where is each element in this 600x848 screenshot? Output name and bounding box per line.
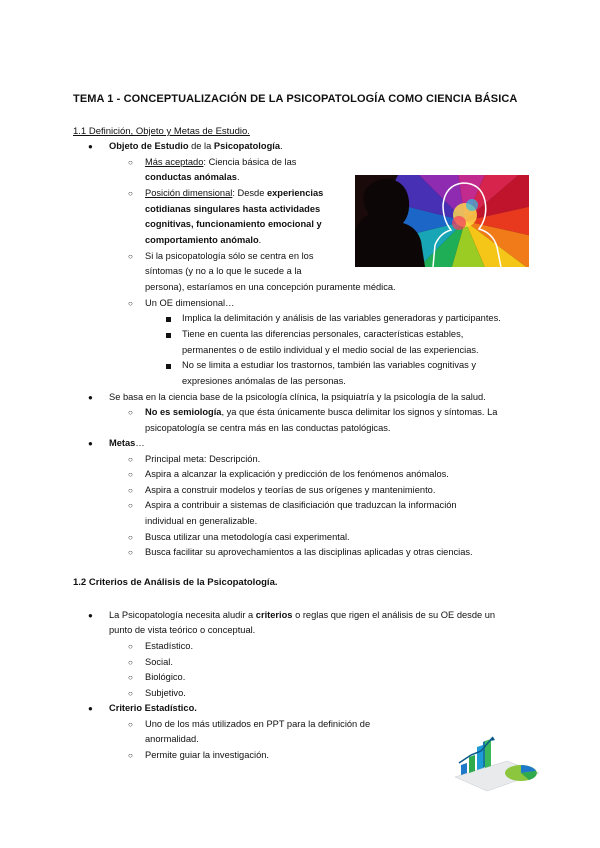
estadistico-item-1-line2: anormalidad. — [145, 734, 199, 744]
criterio-estadistico-label: Criterio Estadístico. — [109, 703, 197, 713]
bullet-dot: ● — [88, 611, 93, 620]
un-oe-item-2-line1: Tiene en cuenta las diferencias personales, características estables, — [182, 329, 464, 339]
un-oe-label: Un OE dimensional… — [145, 298, 235, 308]
bullet-circle: ○ — [128, 548, 133, 557]
bullet-circle: ○ — [128, 455, 133, 464]
posicion-line1: Posición dimensional: Desde experiencias — [145, 188, 324, 198]
objeto-estudio-item: Objeto de Estudio de la Psicopatología. — [109, 141, 283, 151]
criterio-item-4: Subjetivo. — [145, 688, 186, 698]
metas-item-4-line1: Aspira a contribuir a sistemas de clasificiación que traduzcan la información — [145, 500, 457, 510]
bullet-dot: ● — [88, 439, 93, 448]
criterio-item-3: Biológico. — [145, 672, 186, 682]
bullet-circle: ○ — [128, 299, 133, 308]
criterios-intro-line1: La Psicopatología necesita aludir a criterios o reglas que rigen el análisis de su OE desde un — [109, 610, 496, 620]
estadistico-item-1-line1: Uno de los más utilizados en PPT para la definición de — [145, 719, 371, 729]
colorful-head-image — [355, 175, 529, 267]
un-oe-item-3-line1: No se limita a estudiar los trastornos, también las variables cognitivas y — [182, 360, 477, 370]
metas-item-6: Busca facilitar su aprovechamientos a las disciplinas aplicadas y otras ciencias. — [145, 547, 473, 557]
criterio-item-2: Social. — [145, 657, 173, 667]
si-la-line3: persona), estaríamos en una concepción puramente médica. — [145, 282, 396, 292]
si-la-line1: Si la psicopatología sólo se centra en los — [145, 251, 314, 261]
head-silhouette-svg — [355, 175, 529, 267]
estadistico-item-2: Permite guiar la investigación. — [145, 750, 270, 760]
charts-clipart-svg — [447, 733, 543, 793]
bullet-circle: ○ — [128, 720, 133, 729]
bullet-dot: ● — [88, 393, 93, 402]
bullet-circle: ○ — [128, 501, 133, 510]
posicion-line2: cotidianas singulares hasta actividades — [145, 204, 321, 214]
page-title: TEMA 1 - CONCEPTUALIZACIÓN DE LA PSICOPATOLOGÍA COMO CIENCIA BÁSICA — [73, 93, 518, 105]
un-oe-item-2-line2: permanentes o de estilo individual y el medio social de las experiencias. — [182, 345, 479, 355]
charts-clipart-image — [447, 733, 543, 793]
bullet-circle: ○ — [128, 658, 133, 667]
bullet-circle: ○ — [128, 642, 133, 651]
bullet-circle: ○ — [128, 486, 133, 495]
metas-item-1: Principal meta: Descripción. — [145, 454, 261, 464]
bullet-square — [166, 364, 171, 369]
bullet-circle: ○ — [128, 158, 133, 167]
bullet-dot: ● — [88, 142, 93, 151]
criterios-intro-line2: punto de vista teórico o conceptual. — [109, 625, 256, 635]
si-la-line2: síntomas (y no a lo que le sucede a la — [145, 266, 302, 276]
mas-aceptado-line1: Más aceptado: Ciencia básica de las — [145, 157, 297, 167]
posicion-line3: cognitivas, funcionamiento emocional y — [145, 219, 322, 229]
bullet-circle: ○ — [128, 189, 133, 198]
metas-item-2: Aspira a alcanzar la explicación y predicción de los fenómenos anómalos. — [145, 469, 449, 479]
bullet-circle: ○ — [128, 751, 133, 760]
metas-item-3: Aspira a construir modelos y teorías de sus orígenes y mantenimiento. — [145, 485, 436, 495]
semiologia-line1: No es semiología, ya que ésta únicamente busca delimitar los signos y síntomas. La — [145, 407, 498, 417]
bullet-circle: ○ — [128, 408, 133, 417]
section-heading-1: 1.1 Definición, Objeto y Metas de Estudio. — [73, 126, 250, 137]
un-oe-item-1: Implica la delimitación y análisis de las variables generadoras y participantes. — [182, 313, 501, 323]
bullet-dot: ● — [88, 704, 93, 713]
semiologia-line2: psicopatología se centra más en las conductas patológicas. — [145, 423, 391, 433]
metas-label: Metas… — [109, 438, 145, 448]
bullet-circle: ○ — [128, 533, 133, 542]
criterio-item-1: Estadístico. — [145, 641, 194, 651]
section-heading-2: 1.2 Criterios de Análisis de la Psicopatología. — [73, 577, 278, 588]
metas-item-4-line2: individual en generalizable. — [145, 516, 258, 526]
un-oe-item-3-line2: expresiones anómalas de las personas. — [182, 376, 346, 386]
bullet-circle: ○ — [128, 689, 133, 698]
metas-item-5: Busca utilizar una metodología casi experimental. — [145, 532, 350, 542]
bullet-square — [166, 317, 171, 322]
mas-aceptado-line2: conductas anómalas. — [145, 172, 240, 182]
se-basa-item: Se basa en la ciencia base de la psicología clínica, la psiquiatría y la psicología de la salud. — [109, 392, 486, 402]
bullet-square — [166, 333, 171, 338]
posicion-line4: comportamiento anómalo. — [145, 235, 262, 245]
bullet-circle: ○ — [128, 470, 133, 479]
bullet-circle: ○ — [128, 252, 133, 261]
bullet-circle: ○ — [128, 673, 133, 682]
